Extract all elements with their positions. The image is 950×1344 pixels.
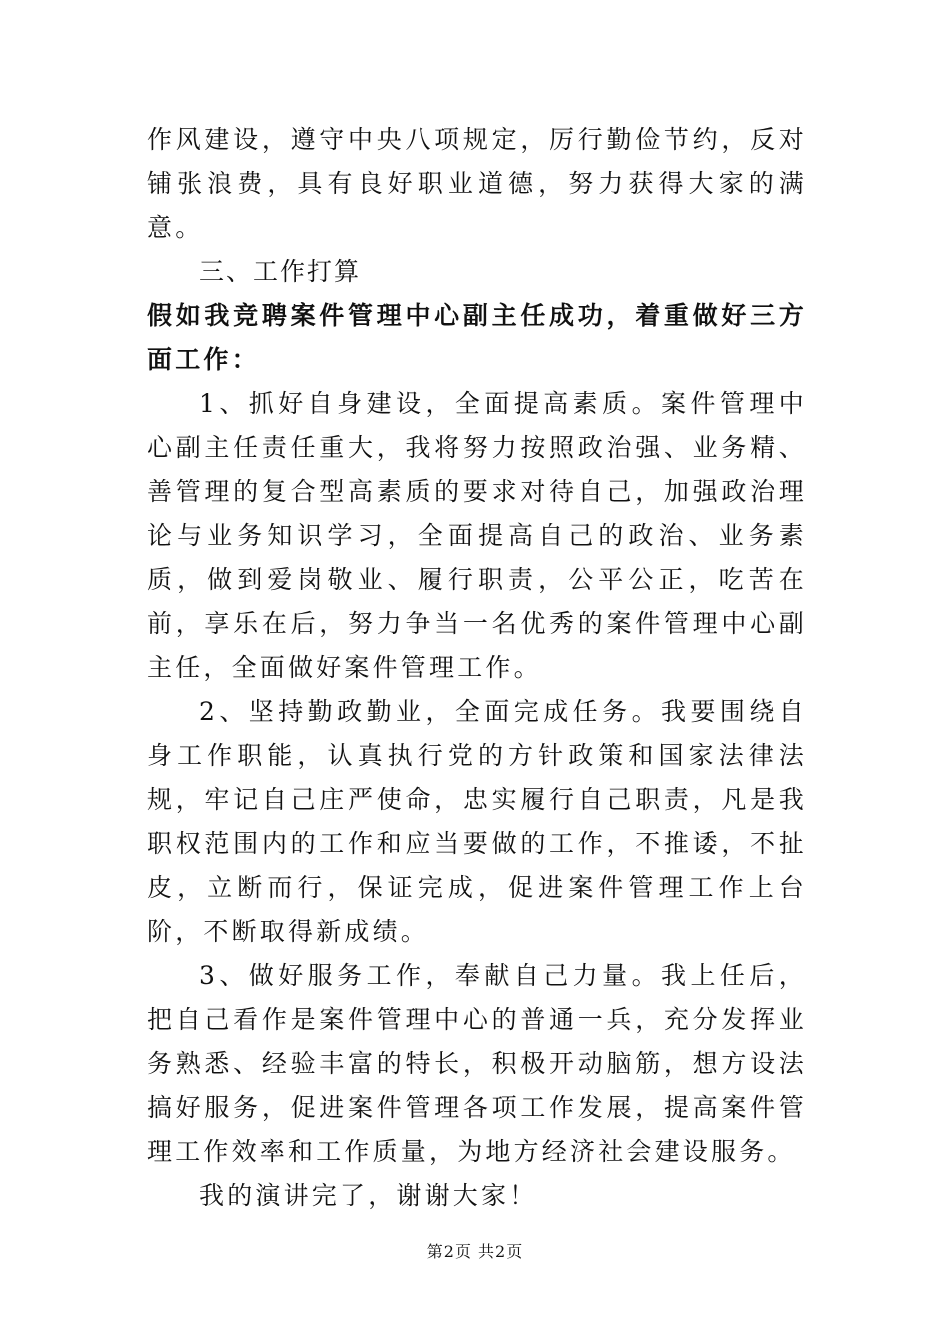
paragraph-item-2: 2、坚持勤政勤业，全面完成任务。我要围绕自身工作职能，认真执行党的方针政策和国家法律法规，牢记自己庄严使命，忠实履行自己职责，凡是我职权范围内的工作和应当要做的工作，不推诿，不扯皮，立断而行，保证完成，促进案件管理工作上台阶，不断取得新成绩。	[147, 697, 807, 946]
paragraph-continuation: 作风建设，遵守中央八项规定，厉行勤俭节约，反对铺张浪费，具有良好职业道德，努力获得大家的满意。	[147, 125, 807, 242]
paragraph-item-1: 1、抓好自身建设，全面提高素质。案件管理中心副主任责任重大，我将努力按照政治强、业务精、善管理的复合型高素质的要求对待自己，加强政治理论与业务知识学习，全面提高自己的政治、业务素质，做到爱岗敬业、履行职责，公平公正，吃苦在前，享乐在后，努力争当一名优秀的案件管理中心副主任，全面做好案件管理工作。	[147, 389, 807, 682]
paragraph-closing: 我的演讲完了，谢谢大家！	[199, 1181, 538, 1210]
section-heading: 三、工作打算	[199, 257, 362, 286]
paragraph-item-3: 3、做好服务工作，奉献自己力量。我上任后，把自己看作是案件管理中心的普通一兵，充分发挥业务熟悉、经验丰富的特长，积极开动脑筋，想方设法搞好服务，促进案件管理各项工作发展，提高案件管理工作效率和工作质量，为地方经济社会建设服务。	[147, 961, 807, 1166]
document-body	[147, 118, 807, 1218]
page-footer: 第2页 共2页	[426, 1242, 524, 1261]
intro-bold-paragraph: 假如我竞聘案件管理中心副主任成功，着重做好三方面工作：	[147, 301, 807, 374]
